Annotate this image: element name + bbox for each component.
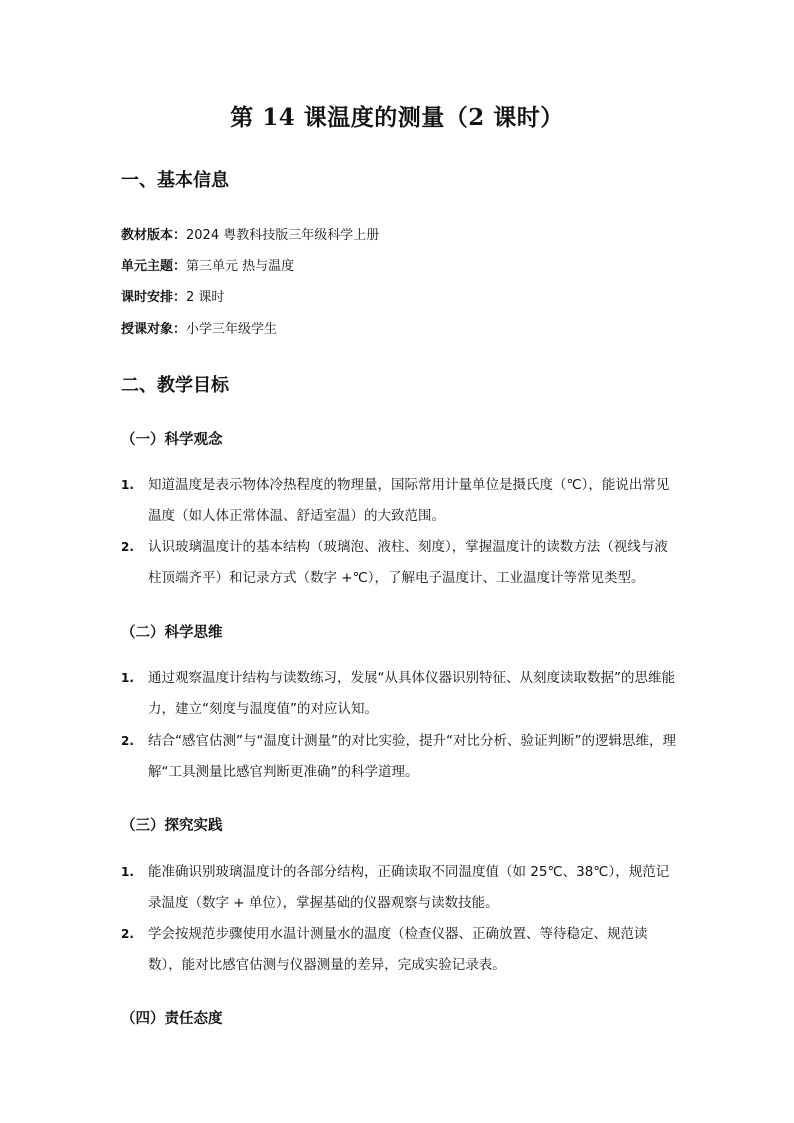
info-value: 第三单元 热与温度 [186,259,295,274]
info-value: 小学三年级学生 [186,322,278,337]
list-number: 1. [121,478,134,492]
subsection-heading-responsibility: （四）责任态度 [121,1011,223,1027]
list-text: 知道温度是表示物体冷热程度的物理量，国际常用计量单位是摄氏度（℃），能说出常见温度（如人体正常体温、舒适室温）的大致范围。 [148,477,670,524]
subsection-heading-concepts: （一）科学观念 [121,432,223,448]
info-row-unit [121,255,294,274]
list-number: 1. [121,865,134,879]
info-label: 授课对象： [121,322,187,337]
list-text: 能准确识别玻璃温度计的各部分结构，正确读取不同温度值（如 25℃、38℃），规范记录温度（数字 + 单位），掌握基础的仪器观察与读数技能。 [148,864,670,911]
info-label: 课时安排： [121,290,187,305]
info-value: 2 课时 [186,290,225,305]
section-heading-basic-info: 一、基本信息 [121,170,229,191]
list-text: 认识玻璃温度计的基本结构（玻璃泡、液柱、刻度），掌握温度计的读数方法（视线与液柱顶端齐平）和记录方式（数字 +℃），了解电子温度计、工业温度计等常见类型。 [148,539,668,586]
subsection-heading-inquiry: （三）探究实践 [121,818,223,834]
info-row-periods [121,286,224,305]
info-row-textbook [121,224,379,243]
info-row-audience [121,318,277,337]
list-number: 2. [121,540,134,554]
section-heading-objectives: 二、教学目标 [121,375,229,396]
subsection-heading-thinking: （二）科学思维 [121,625,223,641]
list-text: 学会按规范步骤使用水温计测量水的温度（检查仪器、正确放置、等待稳定、规范读数），能对比感官估测与仪器测量的差异，完成实验记录表。 [148,926,648,973]
list-text: 结合“感官估测”与“温度计测量”的对比实验，提升“对比分析、验证判断”的逻辑思维，理解“工具测量比感官判断更准确”的科学道理。 [148,733,676,780]
list-number: 2. [121,927,134,941]
info-label: 单元主题： [121,259,187,274]
info-value: 2024 粤教科技版三年级科学上册 [186,228,380,243]
list-number: 1. [121,671,134,685]
document-title: 第 14 课温度的测量（2 课时） [230,104,564,131]
info-label: 教材版本： [121,228,187,243]
list-text: 通过观察温度计结构与读数练习，发展“从具体仪器识别特征、从刻度读取数据”的思维能力，建立“刻度与温度值”的对应认知。 [148,670,675,717]
list-number: 2. [121,734,134,748]
